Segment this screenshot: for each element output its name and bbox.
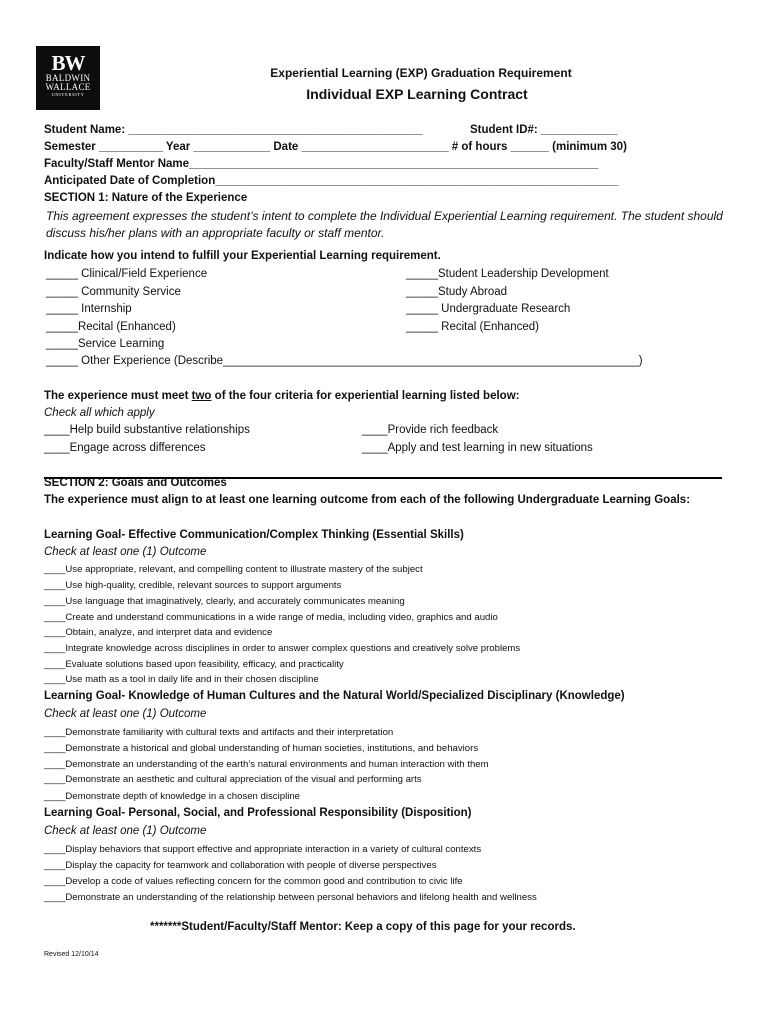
- logo-line-1: BALDWIN: [45, 73, 91, 83]
- experience-option[interactable]: _____Study Abroad: [406, 286, 508, 298]
- section1-intro: This agreement expresses the student’s intent to complete the Individual Experiential Learning requirement. The student should discuss his/her plans with an appropriate faculty or staff mentor.: [46, 209, 723, 240]
- outcome-item[interactable]: ____Obtain, analyze, and interpret data and evidence: [44, 627, 273, 638]
- experience-option-other[interactable]: _____ Other Experience (Describe_________________________________________________________________): [46, 355, 643, 367]
- experience-option[interactable]: _____Service Learning: [46, 338, 165, 350]
- completion-date-field[interactable]: Anticipated Date of Completion_______________________________________________________________: [44, 175, 619, 187]
- document-subtitle: Individual EXP Learning Contract: [306, 86, 528, 102]
- semester-line[interactable]: Semester __________ Year ____________ Date _______________________ # of hours ______ (minimum 30): [44, 141, 627, 153]
- experience-option[interactable]: _____ Clinical/Field Experience: [46, 268, 208, 280]
- goal-check-note: Check at least one (1) Outcome: [44, 708, 207, 720]
- goal-check-note: Check at least one (1) Outcome: [44, 825, 207, 837]
- outcome-item[interactable]: ____Use high-quality, credible, relevant sources to support arguments: [44, 580, 342, 591]
- outcome-item[interactable]: ____Use math as a tool in daily life and in their chosen discipline: [44, 674, 319, 685]
- criteria-option[interactable]: ____Engage across differences: [44, 442, 206, 454]
- experience-option[interactable]: _____Student Leadership Development: [406, 268, 609, 280]
- experience-option[interactable]: _____ Recital (Enhanced): [406, 321, 539, 333]
- mentor-field[interactable]: Faculty/Staff Mentor Name________________________________________________________________: [44, 158, 599, 170]
- experience-option[interactable]: _____ Undergraduate Research: [406, 303, 571, 315]
- student-name-field[interactable]: Student Name: ______________________________________________: [44, 124, 423, 136]
- outcome-item[interactable]: ____Use appropriate, relevant, and compelling content to illustrate mastery of the subject: [44, 564, 423, 575]
- outcome-item[interactable]: ____Display behaviors that support effective and appropriate interaction in a variety of cultural contexts: [44, 844, 482, 855]
- experience-option[interactable]: _____Recital (Enhanced): [46, 321, 176, 333]
- goal-title: Learning Goal- Knowledge of Human Cultures and the Natural World/Specialized Disciplinary (Knowledge): [44, 690, 625, 702]
- criteria-heading: The experience must meet two of the four criteria for experiential learning listed below:: [44, 390, 520, 402]
- outcome-item[interactable]: ____Demonstrate depth of knowledge in a chosen discipline: [44, 791, 301, 802]
- criteria-option[interactable]: ____Provide rich feedback: [362, 424, 499, 436]
- logo-line-2: WALLACE: [45, 82, 91, 92]
- outcome-item[interactable]: ____Demonstrate familiarity with cultural texts and artifacts and their interpretation: [44, 727, 394, 738]
- criteria-option[interactable]: ____Apply and test learning in new situations: [362, 442, 593, 454]
- experience-option[interactable]: _____ Internship: [46, 303, 132, 315]
- outcome-item[interactable]: ____Display the capacity for teamwork and collaboration with people of diverse perspectives: [44, 860, 437, 871]
- section2-heading: SECTION 2: Goals and Outcomes: [44, 477, 227, 489]
- check-all-note: Check all which apply: [44, 407, 155, 419]
- logo-line-3: UNIVERSITY: [51, 92, 85, 97]
- goal-title: Learning Goal- Effective Communication/Complex Thinking (Essential Skills): [44, 529, 464, 541]
- goal-title: Learning Goal- Personal, Social, and Professional Responsibility (Disposition): [44, 807, 472, 819]
- outcome-item[interactable]: ____Integrate knowledge across disciplines in order to answer complex questions and creatively solve problems: [44, 643, 521, 654]
- student-id-field[interactable]: Student ID#: ____________: [470, 124, 618, 136]
- goal-check-note: Check at least one (1) Outcome: [44, 546, 207, 558]
- revised-date: Revised 12/10/14: [44, 951, 99, 958]
- outcome-item[interactable]: ____Demonstrate an understanding of the relationship between personal behaviors and lifelong health and wellness: [44, 892, 537, 903]
- outcome-item[interactable]: ____Develop a code of values reflecting concern for the common good and contribution to civic life: [44, 876, 463, 887]
- experience-option[interactable]: _____ Community Service: [46, 286, 181, 298]
- outcome-item[interactable]: ____Demonstrate an understanding of the earth’s natural environments and human interaction with them: [44, 759, 489, 770]
- outcome-item[interactable]: ____Demonstrate a historical and global understanding of human societies, institutions, and behaviors: [44, 743, 479, 754]
- footer-note: *******Student/Faculty/Staff Mentor: Keep a copy of this page for your records.: [150, 921, 576, 933]
- outcome-item[interactable]: ____Use language that imaginatively, clearly, and accurately communicates meaning: [44, 596, 405, 607]
- outcome-item[interactable]: ____Create and understand communications in a wide range of media, including video, graphics and audio: [44, 612, 498, 623]
- logo-mark: BW: [51, 51, 85, 75]
- criteria-option[interactable]: ____Help build substantive relationships: [44, 424, 250, 436]
- section2-intro: The experience must align to at least one learning outcome from each of the following Undergraduate Learning Goals:: [44, 494, 691, 506]
- outcome-item[interactable]: ____Demonstrate an aesthetic and cultural appreciation of the visual and performing arts: [44, 774, 422, 785]
- document-title: Experiential Learning (EXP) Graduation Requirement: [270, 66, 572, 80]
- section1-heading: SECTION 1: Nature of the Experience: [44, 192, 248, 204]
- indicate-heading: Indicate how you intend to fulfill your Experiential Learning requirement.: [44, 250, 441, 262]
- outcome-item[interactable]: ____Evaluate solutions based upon feasibility, efficacy, and practicality: [44, 659, 344, 670]
